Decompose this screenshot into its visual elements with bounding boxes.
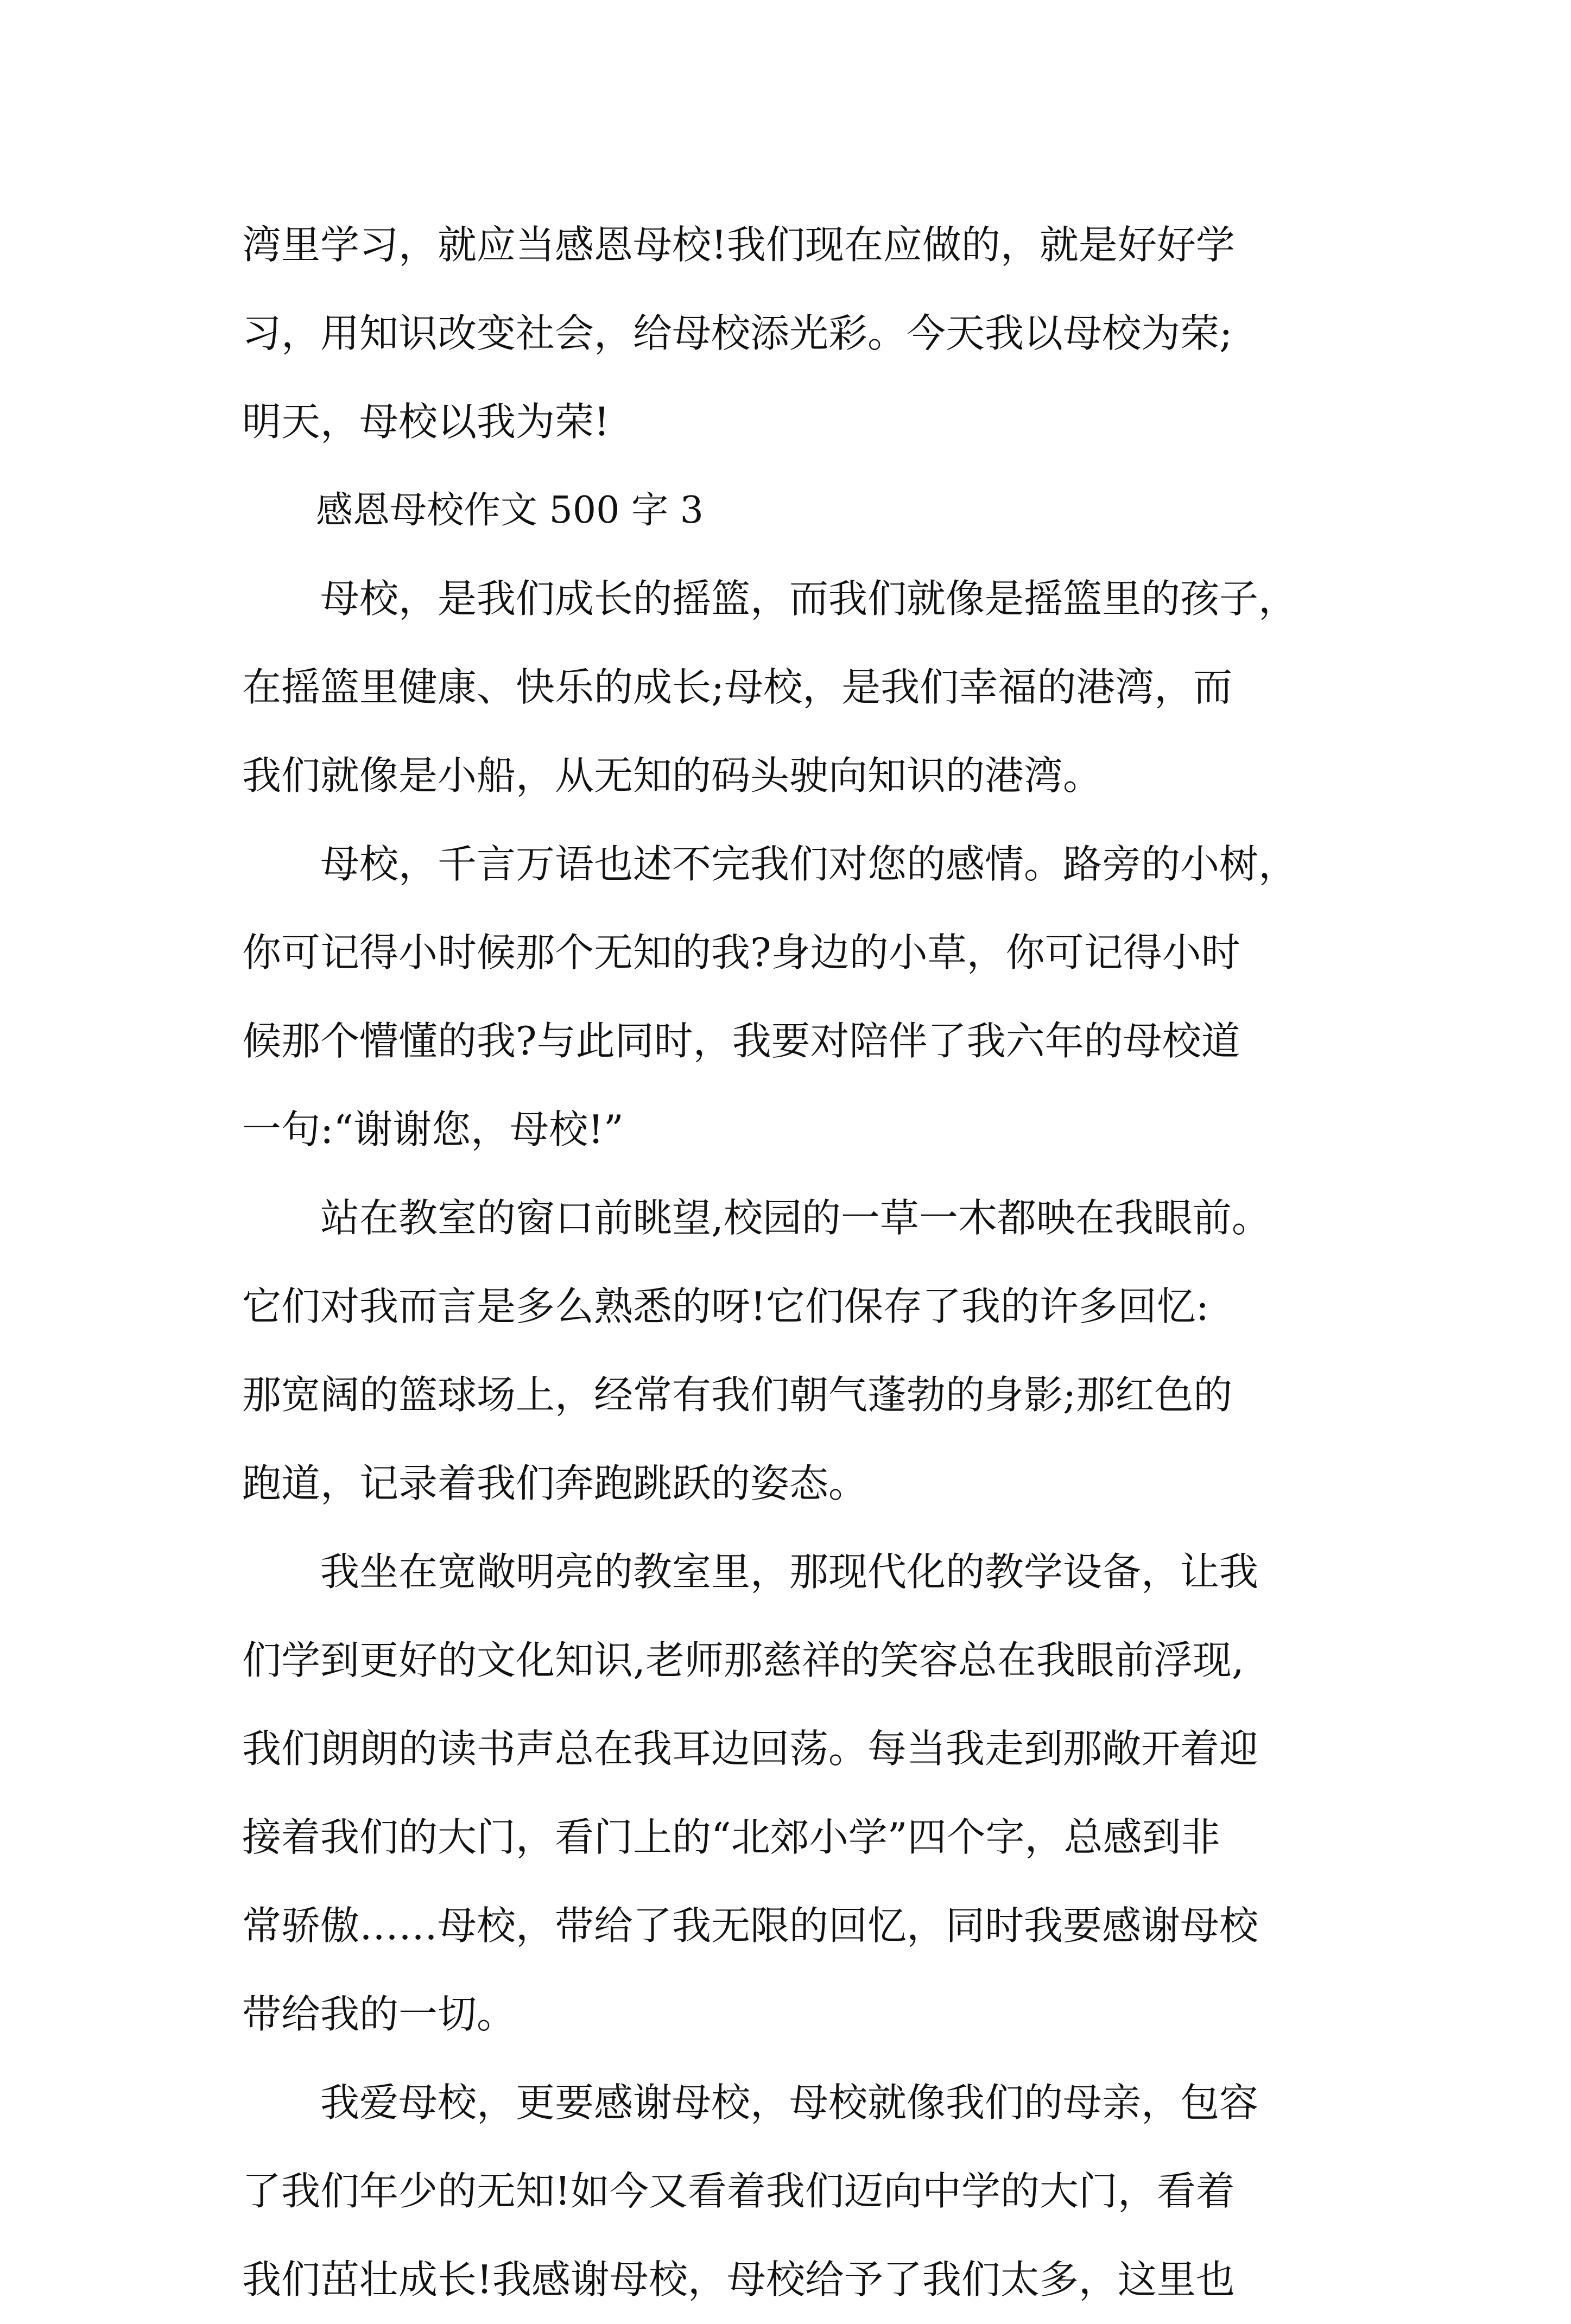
text-line: 明天，母校以我为荣! (242, 399, 610, 445)
text-line: 站在教室的窗口前眺望,校园的一草一木都映在我眼前。 (242, 1195, 1271, 1241)
text-line: 候那个懵懂的我?与此同时，我要对陪伴了我六年的母校道 (242, 1018, 1240, 1064)
text-line: 母校，千言万语也述不完我们对您的感情。路旁的小树， (242, 841, 1298, 887)
text-line: 你可记得小时候那个无知的我?身边的小草，你可记得小时 (242, 930, 1240, 975)
text-line: 母校，是我们成长的摇篮，而我们就像是摇篮里的孩子， (242, 576, 1298, 621)
text-line: 那宽阔的篮球场上，经常有我们朝气蓬勃的身影;那红色的 (242, 1372, 1233, 1418)
text-line: 我们朗朗的读书声总在我耳边回荡。每当我走到那敞开着迎 (242, 1726, 1259, 1771)
text-line: 了我们年少的无知!如今又看着我们迈向中学的大门，看着 (242, 2168, 1235, 2214)
text-line: 在摇篮里健康、快乐的成长;母校，是我们幸福的港湾，而 (242, 664, 1233, 710)
section-heading: 感恩母校作文 500 字 3 (242, 489, 704, 532)
text-line: 它们对我而言是多么熟悉的呀!它们保存了我的许多回忆: (242, 1284, 1209, 1329)
text-line: 常骄傲……母校，带给了我无限的回忆，同时我要感谢母校 (242, 1903, 1259, 1948)
text-line: 跑道，记录着我们奔跑跳跃的姿态。 (242, 1461, 868, 1506)
text-line: 我们就像是小船，从无知的码头驶向知识的港湾。 (242, 753, 1103, 798)
text-line: 湾里学习，就应当感恩母校!我们现在应做的，就是好好学 (242, 222, 1235, 268)
text-line: 接着我们的大门，看门上的“北郊小学”四个字，总感到非 (242, 1814, 1220, 1860)
text-line: 带给我的一切。 (242, 1991, 516, 2037)
text-line: 们学到更好的文化知识,老师那慈祥的笑容总在我眼前浮现, (242, 1637, 1244, 1683)
text-line: 我坐在宽敞明亮的教室里，那现代化的教学设备，让我 (242, 1549, 1259, 1595)
document-body (242, 201, 1344, 2324)
text-line: 一句:“谢谢您，母校!” (242, 1107, 624, 1152)
text-line: 我们茁壮成长!我感谢母校，母校给予了我们太多，这里也 (242, 2257, 1235, 2302)
text-line: 习，用知识改变社会，给母校添光彩。今天我以母校为荣; (242, 310, 1233, 356)
text-line: 我爱母校，更要感谢母校，母校就像我们的母亲，包容 (242, 2080, 1259, 2125)
